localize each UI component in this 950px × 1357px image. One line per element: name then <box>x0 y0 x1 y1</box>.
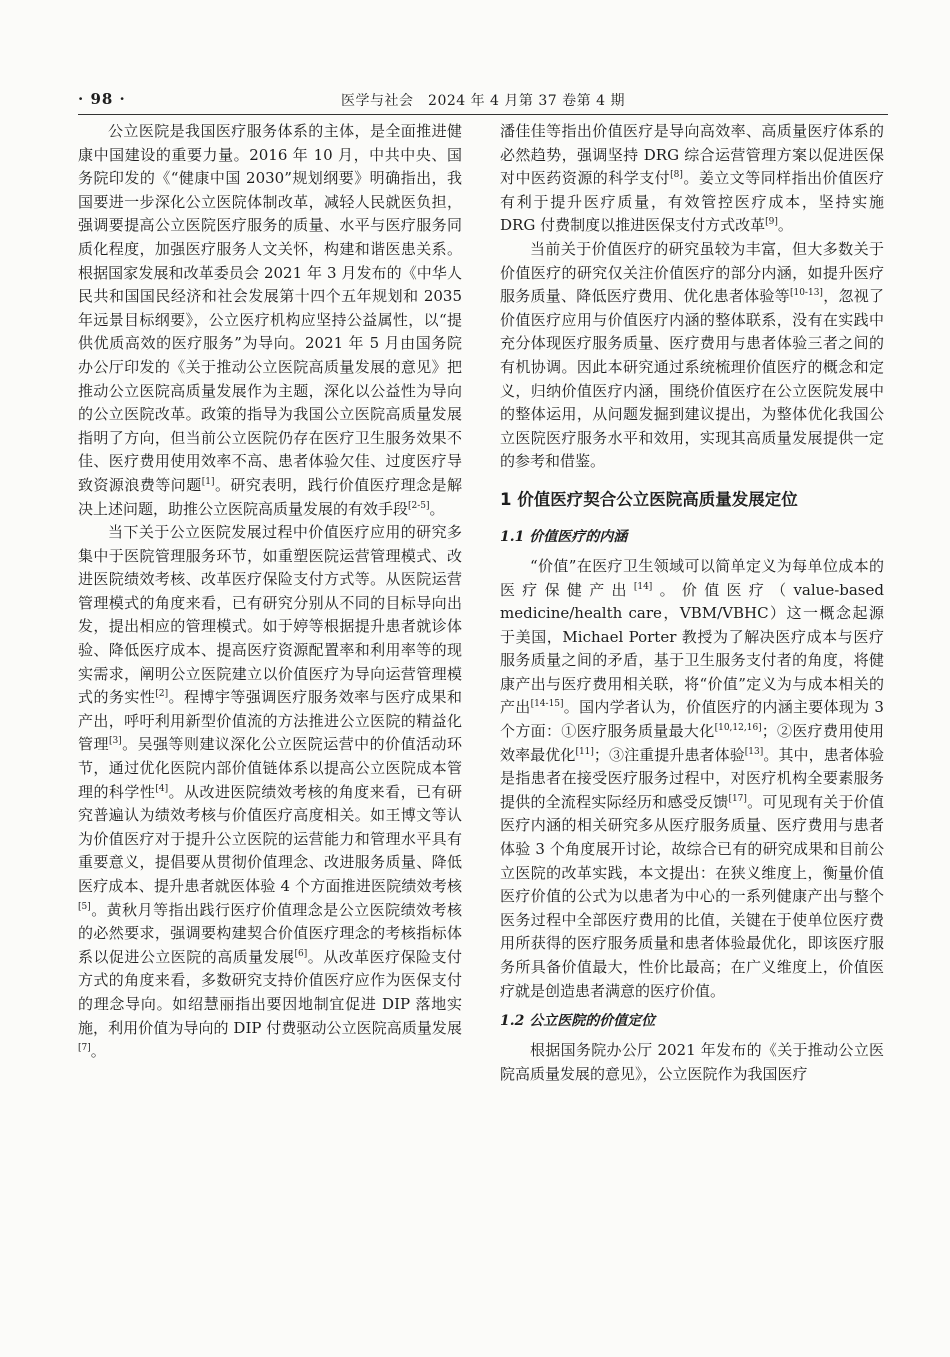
page-number: · 98 · <box>78 90 126 108</box>
citation: [2-5] <box>408 500 430 511</box>
citation: [3] <box>108 736 122 747</box>
right-column <box>500 120 884 1086</box>
citation: [14] <box>633 581 653 592</box>
running-header <box>78 88 888 115</box>
citation: [5] <box>78 901 91 912</box>
citation: [4] <box>155 783 169 794</box>
left-column <box>78 120 462 1064</box>
subsection-1-1-heading: 1.1 价值医疗的内涵 <box>500 528 628 545</box>
citation: [6] <box>294 948 308 959</box>
intro-paragraph-1: 公立医院是我国医疗服务体系的主体，是全面推进健康中国建设的重要力量。2016 年 10 月，中共中央、国务院印发的《“健康中国 2030”规划纲要》明确指出，我国要进一步深化公立医院体制改革，减轻人民就医负担，强调要提高公立医院医疗服务的质量、水平与医疗服务同质化程度，加强医疗服务人文关怀，构建和谐医患关系。根据国家发展和改革委员会 2021 年 3 月发布的《中华人民共和国国民经济和社会发展第十四个五年规划和 2035 年远景目标纲要》，公立医疗机构应坚持公益属性，以“提供优质高效的医疗服务”为导向。2021 年 5 月由国务院办公厅印发的《关于推动公立医院高质量发展的意见》把推动公立医院高质量发展作为主题，深化以公益性为导向的公立医院改革。政策的指导为我国公立医院高质量发展指明了方向，但当前公立医院仍存在医疗卫生服务效果不佳、医疗费用使用效率不高、患者体验欠佳、过度医疗导致资源浪费等问题[1]。研究表明，践行价值医疗理念是解决上述问题，助推公立医院高质量发展的有效手段[2-5]。 <box>78 122 462 518</box>
section-1-heading: 1 价值医疗契合公立医院高质量发展定位 <box>500 489 798 509</box>
citation: [17] <box>728 793 747 804</box>
citation: [14-15] <box>530 699 564 710</box>
subsection-1-2-heading: 1.2 公立医院的价值定位 <box>500 1013 656 1030</box>
journal-issue-line: 医学与社会 2024 年 4 月第 37 卷第 4 期 <box>341 93 625 109</box>
citation: [7] <box>78 1043 91 1054</box>
citation: [2] <box>155 689 169 700</box>
citation: [10-13] <box>789 288 823 299</box>
citation: [10,12,16] <box>714 723 762 734</box>
intro-paragraph-3: 当前关于价值医疗的研究虽较为丰富，但大多数关于价值医疗的研究仅关注价值医疗的部分内涵，如提升医疗服务质量、降低医疗费用、优化患者体验等[10-13]，忽视了价值医疗应用与价值医疗内涵的整体联系，没有在实践中充分体现医疗服务质量、医疗费用与患者体验三者之间的有机协调。因此本研究通过系统梳理价值医疗的概念和定义，归纳价值医疗内涵，围绕价值医疗在公立医院发展中的整体运用，从问题发掘到建议提出，为整体优化我国公立医院医疗服务水平和效用，实现其高质量发展提供一定的参考和借鉴。 <box>500 239 884 471</box>
value-medicine-connotation-paragraph: “价值”在医疗卫生领域可以简单定义为每单位成本的医疗保健产出[14]。价值医疗（value-based medicine/health care，VBM/VBHC）这一概念起源于美国，Michael Porter 教授为了解决医疗成本与医疗服务质量之间的矛盾，基于卫生服务支付者的角度，将健康产出与医疗费用相关联，将“价值”定义为与成本相关的产出[14-15]。国内学者认为，价值医疗的内涵主要体现为 3 个方面：①医疗服务质量最大化[10,12,16]；②医疗费用使用效率最优化[11]；③注重提升患者体验[13]。其中，患者体验是指患者在接受医疗服务过程中，对医疗机构全要素服务提供的全流程实际经历和感受反馈[17]。可见现有关于价值医疗内涵的相关研究多从医疗服务质量、医疗费用与患者体验 3 个角度展开讨论，故综合已有的研究成果和目前公立医院的改革实践，本文提出：在狭义维度上，衡量价值医疗价值的公式为以患者为中心的一系列健康产出与整个医务过程中全部医疗费用的比值，关键在于使单位医疗费用所获得的医疗服务质量和患者体验最优化，即该医疗服务所具备价值最大，性价比最高；在广义维度上，价值医疗就是创造患者满意的医疗价值。 <box>500 556 884 1000</box>
citation: [1] <box>201 476 215 487</box>
citation: [9] <box>765 217 778 228</box>
citation: [13] <box>744 746 764 757</box>
citation: [8] <box>670 170 683 181</box>
hospital-positioning-paragraph: 根据国务院办公厅 2021 年发布的《关于推动公立医院高质量发展的意见》，公立医院作为我国医疗 <box>500 1041 884 1083</box>
citation: [11] <box>575 746 594 757</box>
intro-paragraph-2-continued: 潘佳佳等指出价值医疗是导向高效率、高质量医疗体系的必然趋势，强调坚持 DRG 综合运营管理方案以促进医保对中医药资源的科学支付[8]。姜立文等同样指出价值医疗有利于提升医疗质量，有效管控医疗成本，坚持实施 DRG 付费制度以推进医保支付方式改革[9]。 <box>500 122 884 235</box>
intro-paragraph-2: 当下关于公立医院发展过程中价值医疗应用的研究多集中于医院管理服务环节，如重塑医院运营管理模式、改进医院绩效考核、改革医疗保险支付方式等。从医院运营管理模式的角度来看，已有研究分别从不同的目标导向出发，提出相应的管理模式。如于婷等根据提升患者就诊体验、降低医疗成本、提高医疗资源配置率和利用率等的现实需求，阐明公立医院建立以价值医疗为导向运营管理模式的务实性[2]。程博宇等强调医疗服务效率与医疗成果和产出，呼吁利用新型价值流的方法推进公立医院的精益化管理[3]。吴强等则建议深化公立医院运营中的价值活动环节，通过优化医院内部价值链体系以提高公立医院成本管理的科学性[4]。从改进医院绩效考核的角度来看，已有研究普遍认为绩效考核与价值医疗高度相关。如王博文等认为价值医疗对于提升公立医院的运营能力和管理水平具有重要意义，提倡要从贯彻价值理念、改进服务质量、降低医疗成本、提升患者就医体验 4 个方面推进医院绩效考核[5]。黄秋月等指出践行医疗价值理念是公立医院绩效考核的必然要求，强调要构建契合价值医疗理念的考核指标体系以促进公立医院的高质量发展[6]。从改革医疗保险支付方式的角度来看，多数研究支持价值医疗应作为医保支付的理念导向。如绍慧丽指出要因地制宜促进 DIP 落地实施，利用价值为导向的 DIP 付费驱动公立医院高质量发展[7]。 <box>78 523 462 1061</box>
